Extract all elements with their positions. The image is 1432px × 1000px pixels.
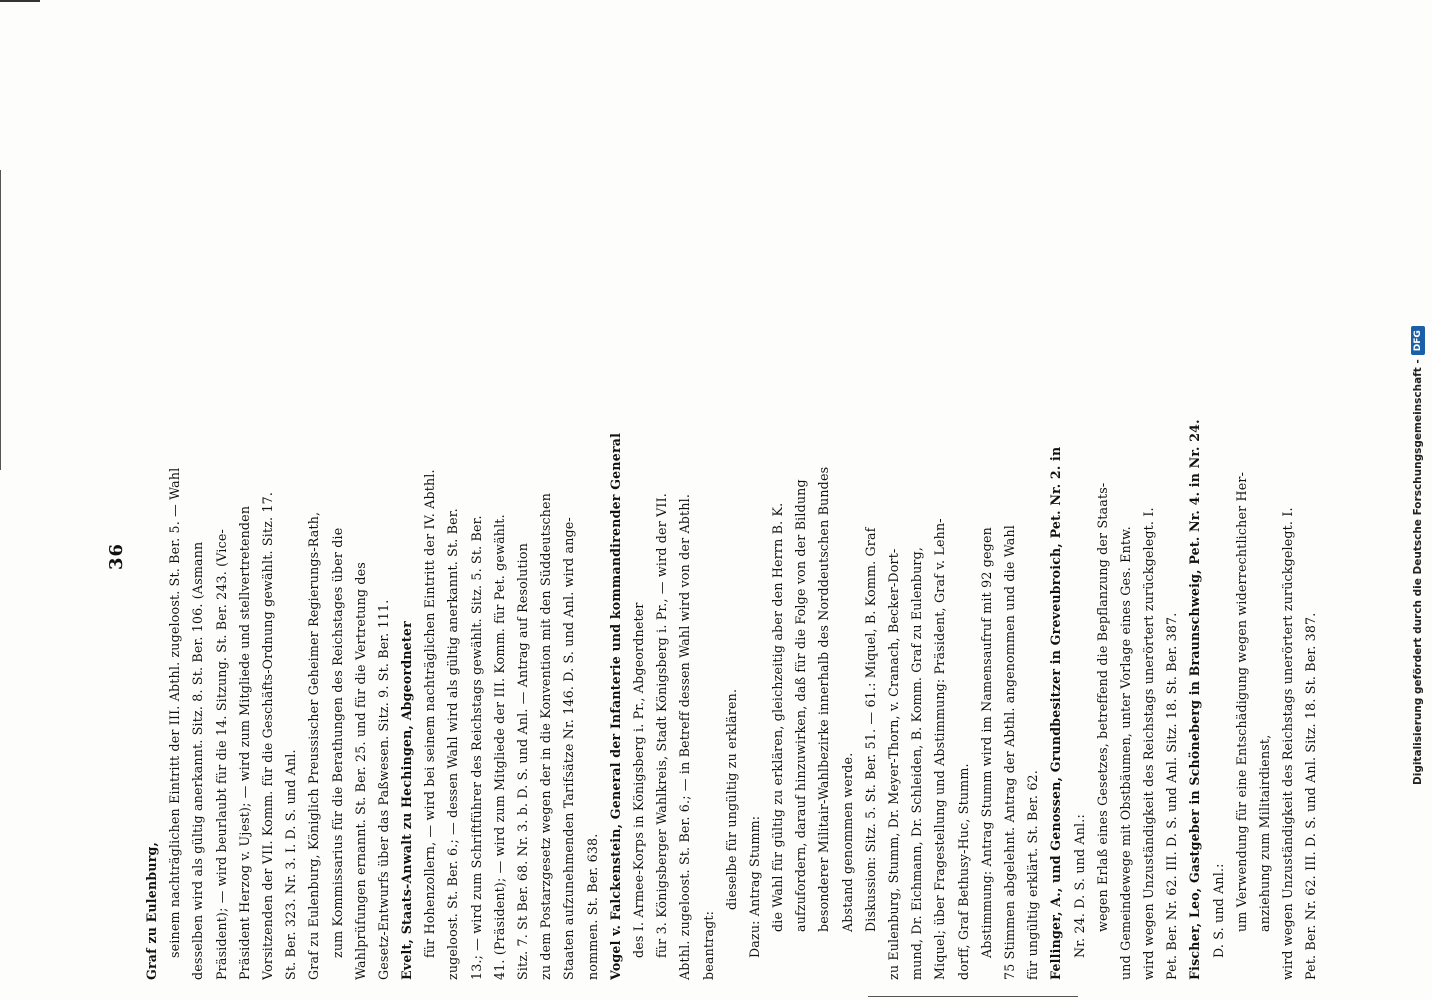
text-line: D. S. und Anl.: — [1210, 863, 1226, 958]
scan-edge-mark-bottom — [868, 996, 1078, 997]
text-line: um Verwendung für eine Entschädigung wegen widerrechtlicher Her- — [1233, 471, 1249, 932]
text-line: für 3. Königsberger Wahlkreis, Stadt Königsberg i. Pr., — wird der VII. — [654, 493, 670, 958]
text-line: Graf zu Eulenburg, — [144, 841, 159, 980]
text-line: für ungültig erklärt. St. Ber. 62. — [1025, 770, 1041, 980]
text-line: desselben wird als gültig anerkannt. Sitz. 8. St. Ber. 106. (Asmann — [190, 541, 206, 980]
text-line: zugeloost. St. Ber. 6.; — dessen Wahl wird als gültig anerkannt. St. Ber. — [445, 508, 461, 980]
text-line: Pet. Ber. Nr. 62. III. D. S. und Anl. Sitz. 18. St. Ber. 387. — [1303, 612, 1319, 980]
rotated-page-content — [106, 120, 1319, 980]
text-line: 75 Stimmen abgelehnt. Antrag der Abthl. angenommen und die Wahl — [1001, 524, 1017, 980]
text-line: anziehung zum Militairdienst, — [1257, 734, 1272, 932]
text-line: 41. (Präsident); — wird zum Mitgliede der III. Komm. für Pet. gewählt. — [491, 514, 507, 980]
text-line: beantragt: — [700, 910, 716, 980]
text-line: Nr. 24. D. S. und Anl.: — [1071, 814, 1087, 958]
text-line: Gesetz-Entwurfs über das Paßwesen. Sitz. 9. St. Ber. 111. — [375, 599, 391, 980]
scan-edge-mark-top — [0, 0, 40, 2]
scan-edge-mark-left — [0, 170, 1, 470]
text-line: die Wahl für gültig zu erklären, gleichzeitig aber den Herrn B. K. — [770, 502, 786, 932]
text-line: und Gemeindewege mit Obstbäumen, unter Vorlage eines Ges. Entw. — [1117, 526, 1133, 980]
page-number: 36 — [106, 542, 127, 570]
text-line: des I. Armee-Korps in Königsberg i. Pr., Abgeordneter — [630, 602, 646, 958]
text-line: wird wegen Unzuständigkeit des Reichstags unerörtert zurückgelegt. I. — [1141, 507, 1157, 980]
text-line: Wahlprüfungen ernannt. St. Ber. 25. und für die Vertretung des — [352, 562, 368, 980]
text-line: Staaten aufzunehmenden Tarifsätze Nr. 146. D. S. und Anl. wird ange- — [561, 517, 577, 980]
text-line: Fischer, Leo, Gastgeber in Schöneberg in Braunschweig, Pet. Nr. 4. in Nr. 24. — [1187, 419, 1203, 980]
text-line: Fellinger, A., und Genossen, Grundbesitzer in Greveubroich, Pet. Nr. 2. in — [1048, 446, 1064, 980]
text-line: dorff, Graf Bethusy-Huc, Stumm. — [955, 763, 971, 980]
text-line: nommen. St. Ber. 638. — [584, 833, 600, 980]
credit-text: Digitalisierung gefördert durch die Deutsche Forschungsgemeinschaft - — [1412, 359, 1424, 785]
text-line: Evelt, Staats-Anwalt zu Hechingen, Abgeordneter — [399, 621, 415, 980]
text-line: aufzufordern, darauf hinzuwirken, daß für die Folge von der Bildung — [793, 479, 809, 932]
text-line: seinem nachträglichen Eintritt der III. Abthl. zugeloost. St. Ber. 5. — Wahl — [167, 467, 183, 958]
text-line: wegen Erlaß eines Gesetzes, betreffend die Bepflanzung der Staats- — [1094, 482, 1110, 932]
text-column — [140, 120, 1323, 980]
text-line: 13.; — wird zum Schriftführer des Reichstags gewählt. Sitz. 5. St. Ber. — [468, 515, 484, 980]
text-line: zu Eulenburg, Stumm, Dr. Meyer-Thorn, v. Cranach, Becker-Dort- — [886, 548, 901, 980]
text-line: dieselbe für ungültig zu erklären. — [723, 688, 739, 910]
text-line: Graf zu Eulenburg, Königlich Preussischer Geheimer Regierungs-Rath, — [306, 511, 322, 980]
text-line: St. Ber. 323. Nr. 3. I. D. S. und Anl. — [283, 749, 299, 980]
text-line: zum Kommissarius für die Berathungen des Reichstages über die — [329, 527, 345, 958]
text-line: Vogel v. Falckenstein, General der Infanterie und kommandirender General — [607, 432, 623, 980]
text-line: Abstand genommen werde. — [839, 752, 855, 932]
text-line: besonderer Militair-Wahlbezirke innerhalb des Norddeutschen Bundes — [816, 466, 832, 932]
dfg-logo: DFG — [1411, 326, 1425, 355]
text-line: Pet. Ber. Nr. 62. III. D. S. und Anl. Sitz. 18. St. Ber. 387. — [1164, 612, 1180, 980]
text-line: Miquel; über Fragestellung und Abstimmung: Präsident, Graf v. Lehn- — [932, 518, 948, 980]
digitization-credit — [1405, 0, 1431, 785]
text-line: Abstimmung: Antrag Stumm wird im Namensaufruf mit 92 gegen — [978, 527, 994, 958]
text-line: Präsident Herzog v. Ujest); — wird zum Mitgliede und stellvertretenden — [236, 505, 252, 980]
text-line: wird wegen Unzuständigkeit des Reichstags unerörtert zurückgelegt. I. — [1280, 507, 1296, 980]
text-line: zu dem Postarzgesetz wegen der in die Konvention mit den Süddeutschen — [538, 492, 554, 980]
text-line: Vorsitzenden der VII. Komm. für die Geschäfts-Ordnung gewählt. Sitz. 17. — [259, 491, 275, 980]
text-line: mund, Dr. Eichmann, Dr. Schleiden, B. Komm. Graf zu Eulenburg, — [909, 546, 925, 980]
text-line: Diskussion: Sitz. 5. St. Ber. 51. — 61.: Miquel, B. Komm. Graf — [862, 527, 878, 932]
text-line: Dazu: Antrag Stumm: — [746, 815, 762, 958]
text-line: Präsident); — wird beurlaubt für die 14. Sitzung. St. Ber. 243. (Vice- — [213, 529, 229, 980]
text-line: Sitz. 7. St Ber. 68. Nr. 3. b. D. S. und Anl. — Antrag auf Resolution — [515, 542, 530, 980]
text-line: für Hohenzollern, — wird bei seinem nachträglichen Eintritt der IV. Abthl. — [422, 469, 438, 958]
text-line: Abthl. zugeloost. St. Ber. 6.; — in Betreff dessen Wahl wird von der Abthl. — [677, 493, 693, 980]
